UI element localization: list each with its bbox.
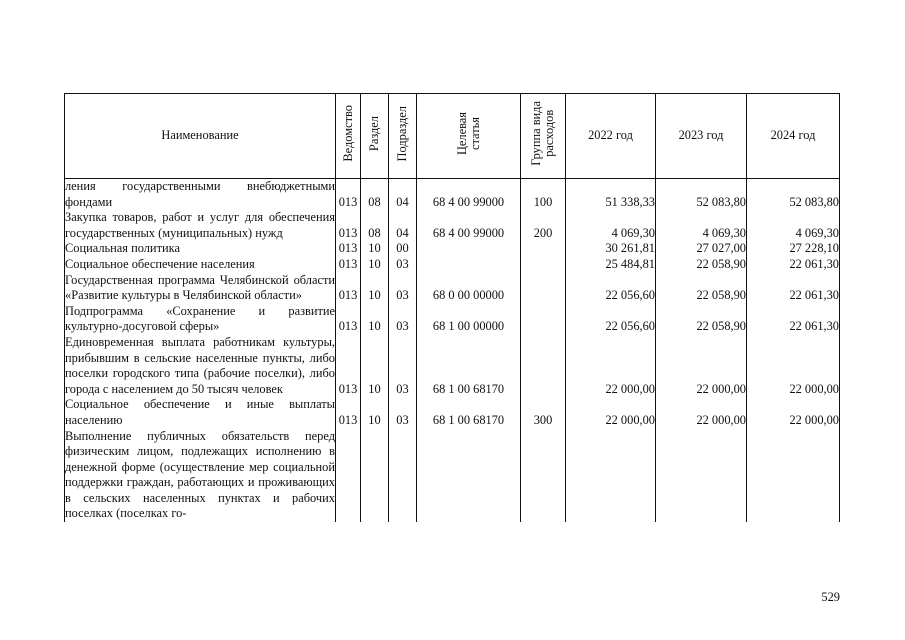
- row-target: [417, 241, 521, 257]
- row-section: 10: [361, 241, 389, 257]
- row-dept: 013: [336, 335, 361, 397]
- table-row: [65, 241, 840, 257]
- row-2023: 22 058,90: [656, 304, 747, 335]
- header-2024: 2024 год: [747, 94, 840, 179]
- header-2023: 2023 год: [656, 94, 747, 179]
- row-dept: 013: [336, 257, 361, 273]
- row-dept: 013: [336, 304, 361, 335]
- row-target: [417, 429, 521, 523]
- row-2022: [566, 429, 656, 523]
- table-row: [65, 210, 840, 241]
- row-subsection: 03: [389, 335, 417, 397]
- row-target: 68 1 00 68170: [417, 335, 521, 397]
- row-target: 68 1 00 68170: [417, 397, 521, 428]
- row-section: 10: [361, 335, 389, 397]
- header-section: Раздел: [361, 94, 389, 179]
- row-name: Социальная политика: [65, 241, 336, 257]
- row-2023: [656, 429, 747, 523]
- row-2022: 22 056,60: [566, 304, 656, 335]
- row-group: [521, 304, 566, 335]
- row-group: [521, 429, 566, 523]
- row-target: 68 0 00 00000: [417, 273, 521, 304]
- row-dept: 013: [336, 179, 361, 211]
- row-2023: 4 069,30: [656, 210, 747, 241]
- row-name: Единовременная выплата работникам культуры, прибывшим в сельские населенные пункты, либо поселки городского типа (рабочие поселки), либо города с населением до 50 тысяч человек: [65, 334, 335, 396]
- row-section: 10: [361, 304, 389, 335]
- row-target: 68 4 00 99000: [417, 179, 521, 211]
- row-2024: 22 061,30: [747, 273, 840, 304]
- row-2022: 30 261,81: [566, 241, 656, 257]
- row-dept: [336, 429, 361, 523]
- row-2024: 22 061,30: [747, 257, 840, 273]
- row-2023: 22 058,90: [656, 257, 747, 273]
- header-name: Наименование: [65, 94, 336, 179]
- row-dept: 013: [336, 397, 361, 428]
- row-group: 300: [521, 397, 566, 428]
- row-group: [521, 335, 566, 397]
- row-section: [361, 429, 389, 523]
- row-subsection: 03: [389, 273, 417, 304]
- row-subsection: [389, 429, 417, 523]
- row-2022: 22 056,60: [566, 273, 656, 304]
- row-2022: 25 484,81: [566, 257, 656, 273]
- row-name: Выполнение публичных обязательств перед физическим лицом, подлежащих исполнению в денежной форме (осуществление мер социальной поддержки граждан, работающих и проживающих в сельских населенных пунктах и рабочих поселках (поселках го-: [65, 428, 335, 521]
- row-group: 200: [521, 210, 566, 241]
- row-2023: 22 000,00: [656, 397, 747, 428]
- row-2023: 27 027,00: [656, 241, 747, 257]
- table-row: [65, 335, 840, 397]
- table-row: [65, 429, 840, 523]
- row-name: Социальное обеспечение населения: [65, 257, 336, 273]
- row-2022: 22 000,00: [566, 335, 656, 397]
- row-target: 68 4 00 99000: [417, 210, 521, 241]
- row-group: [521, 241, 566, 257]
- header-target: Целевая статья: [417, 94, 521, 179]
- row-2024: 52 083,80: [747, 179, 840, 211]
- row-2024: 4 069,30: [747, 210, 840, 241]
- row-name: Закупка товаров, работ и услуг для обеспечения государственных (муниципальных) нужд: [65, 210, 335, 240]
- row-group: [521, 273, 566, 304]
- table-row: [65, 273, 840, 304]
- budget-table: [64, 93, 840, 522]
- page-number: 529: [821, 590, 840, 604]
- row-section: 10: [361, 397, 389, 428]
- row-2022: 51 338,33: [566, 179, 656, 211]
- row-subsection: 04: [389, 210, 417, 241]
- row-2024: [747, 429, 840, 523]
- header-subsection: Подраздел: [389, 94, 417, 179]
- header-row: [65, 94, 840, 179]
- row-2023: 22 000,00: [656, 335, 747, 397]
- row-2024: 22 061,30: [747, 304, 840, 335]
- row-section: 08: [361, 179, 389, 211]
- row-target: 68 1 00 00000: [417, 304, 521, 335]
- row-name: ления государственными внебюджетными фондами: [65, 179, 335, 209]
- row-dept: 013: [336, 273, 361, 304]
- row-section: 10: [361, 273, 389, 304]
- row-2022: 4 069,30: [566, 210, 656, 241]
- row-section: 10: [361, 257, 389, 273]
- row-name: Подпрограмма «Сохранение и развитие культурно-досуговой сферы»: [65, 303, 335, 334]
- row-group: 100: [521, 179, 566, 211]
- row-name: Социальное обеспечение и иные выплаты населению: [65, 397, 335, 427]
- row-2022: 22 000,00: [566, 397, 656, 428]
- row-subsection: 04: [389, 179, 417, 211]
- row-subsection: 03: [389, 304, 417, 335]
- row-2023: 52 083,80: [656, 179, 747, 211]
- header-group: Группа вида расходов: [521, 94, 566, 179]
- row-2024: 27 228,10: [747, 241, 840, 257]
- row-subsection: 00: [389, 241, 417, 257]
- table-row: [65, 257, 840, 273]
- row-dept: 013: [336, 210, 361, 241]
- row-2023: 22 058,90: [656, 273, 747, 304]
- header-2022: 2022 год: [566, 94, 656, 179]
- row-dept: 013: [336, 241, 361, 257]
- row-target: [417, 257, 521, 273]
- header-dept: Ведомство: [336, 94, 361, 179]
- row-2024: 22 000,00: [747, 397, 840, 428]
- row-2024: 22 000,00: [747, 335, 840, 397]
- row-subsection: 03: [389, 397, 417, 428]
- row-name: Государственная программа Челябинской области «Развитие культуры в Челябинской области»: [65, 272, 335, 303]
- row-section: 08: [361, 210, 389, 241]
- row-subsection: 03: [389, 257, 417, 273]
- table-row: [65, 179, 840, 211]
- row-group: [521, 257, 566, 273]
- table-row: [65, 304, 840, 335]
- table-row: [65, 397, 840, 428]
